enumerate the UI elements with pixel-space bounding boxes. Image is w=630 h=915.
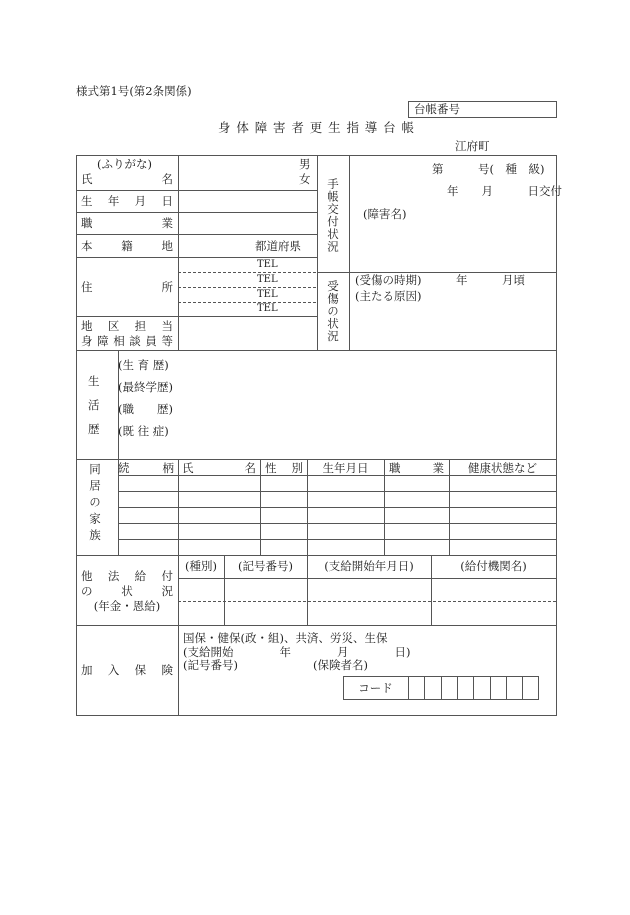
furigana-label: (ふりがな) bbox=[97, 157, 152, 171]
code-label: コード bbox=[358, 681, 393, 695]
prefecture-label: 都道府県 bbox=[255, 239, 301, 253]
handbook-number: 第 号( 種 級) bbox=[432, 162, 545, 176]
benefit-col-start-date: (支給開始年月日) bbox=[324, 559, 414, 573]
life-history-label: 活 bbox=[88, 398, 100, 412]
insurance-label: 加入保険 bbox=[81, 663, 173, 677]
address-label: 住所 bbox=[81, 280, 173, 294]
family-col-birthdate: 生年月日 bbox=[322, 461, 369, 475]
family-col-name: 氏名 bbox=[182, 461, 256, 475]
handbook-label: 手帳交付状況 bbox=[326, 178, 340, 253]
occupation-label: 職業 bbox=[81, 216, 173, 230]
family-label: 同居の家族 bbox=[88, 463, 102, 546]
tel-label: TEL bbox=[257, 289, 278, 300]
tel-label: TEL bbox=[257, 259, 278, 270]
family-col-occupation: 職業 bbox=[389, 461, 444, 475]
female-option: 女 bbox=[299, 172, 311, 186]
life-history-label: 生 bbox=[88, 374, 100, 388]
domicile-label: 本籍地 bbox=[81, 239, 173, 253]
benefit-col-number: (記号番号) bbox=[238, 559, 293, 573]
life-history-item: (生 育 歴) bbox=[118, 358, 169, 372]
insurance-number: (記号番号) bbox=[183, 658, 238, 672]
form-number: 様式第1号(第2条関係) bbox=[76, 84, 192, 98]
family-col-health: 健康状態など bbox=[468, 461, 537, 475]
life-history-item: (最終学歴) bbox=[118, 380, 173, 394]
insurance-types: 国保・健保(政・組)、共済、労災、生保 bbox=[183, 631, 388, 645]
male-option: 男 bbox=[299, 157, 311, 171]
other-benefits-label: 他法給付 bbox=[81, 569, 173, 583]
name-label: 氏名 bbox=[81, 172, 173, 186]
insurer-name: (保険者名) bbox=[313, 658, 368, 672]
disability-name-label: (障害名) bbox=[363, 207, 407, 221]
life-history-label: 歴 bbox=[88, 422, 100, 436]
life-history-item: (既 往 症) bbox=[118, 424, 169, 438]
injury-label: 受傷の状況 bbox=[326, 280, 340, 343]
tel-label: TEL bbox=[257, 303, 278, 314]
insurance-start: (支給開始 年 月 日) bbox=[183, 645, 411, 659]
family-col-sex: 性別 bbox=[265, 461, 303, 475]
injury-time: (受傷の時期) 年 月頃 bbox=[355, 273, 525, 287]
handbook-issue-date: 年 月 日交付 bbox=[447, 184, 562, 198]
injury-cause: (主たる原因) bbox=[355, 289, 422, 303]
tel-label: TEL bbox=[257, 274, 278, 285]
family-col-relation: 続柄 bbox=[118, 461, 174, 475]
town-name: 江府町 bbox=[455, 139, 490, 153]
benefit-col-type: (種別) bbox=[185, 559, 217, 573]
counselor-label: 身障相談員等 bbox=[81, 334, 173, 348]
life-history-item: (職 歴) bbox=[118, 402, 173, 416]
ledger-number-label: 台帳番号 bbox=[414, 102, 460, 116]
other-benefits-label: (年金・恩給) bbox=[93, 599, 161, 613]
benefit-col-agency: (給付機関名) bbox=[460, 559, 527, 573]
birthdate-label: 生年月日 bbox=[81, 194, 173, 208]
other-benefits-label: の状況 bbox=[81, 584, 173, 598]
page-title: 身体障害者更生指導台帳 bbox=[218, 120, 414, 135]
counselor-label: 地区担当 bbox=[81, 319, 173, 333]
